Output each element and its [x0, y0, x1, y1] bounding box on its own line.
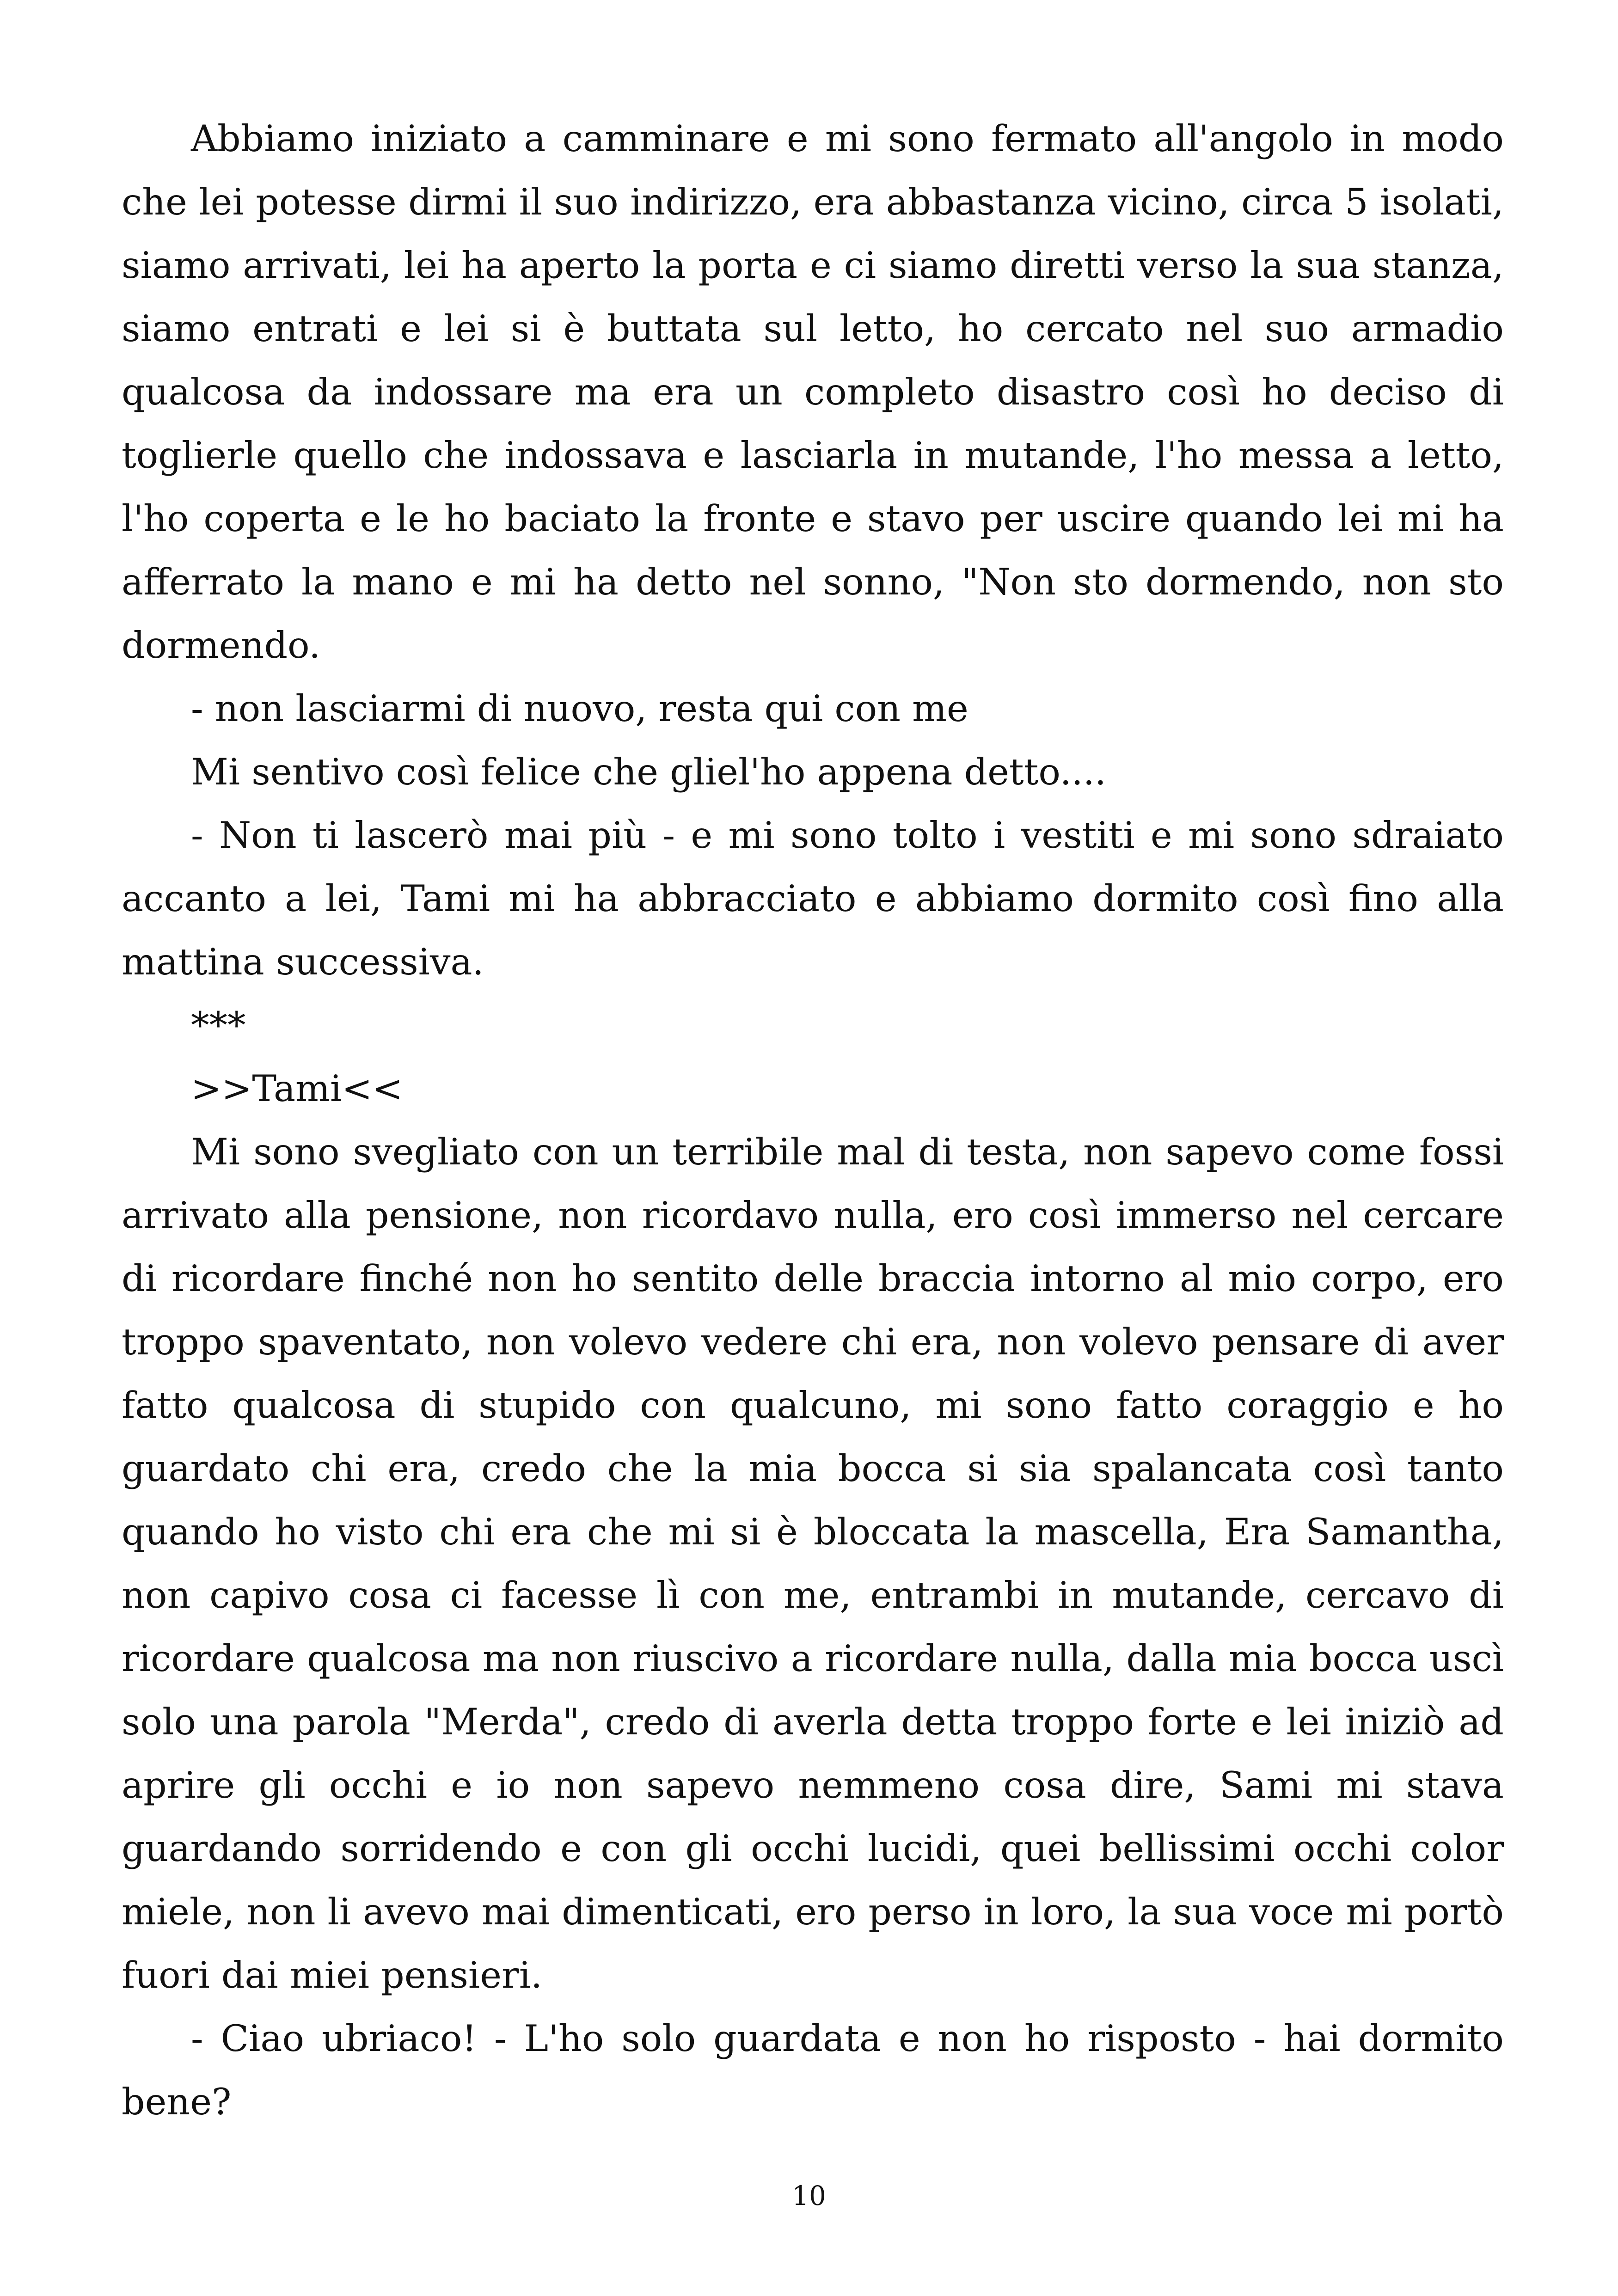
- page-number: 10: [792, 2180, 826, 2211]
- dialogue-dont-leave: - non lasciarmi di nuovo, resta qui con me: [191, 687, 968, 730]
- paragraph-waking-up: Mi sono svegliato con un terribile mal di testa, non sapevo come fossi arrivato alla pensione, non ricordavo nulla, ero così immerso nel cercare di ricordare finché non ho sentito delle braccia intorno al mio corpo, ero troppo spaventato, non volevo vedere chi era, non volevo pensare di aver fatto qualcosa di stupido con qualcuno, mi sono fatto coraggio e ho guardato chi era, credo che la mia bocca si sia spalancata così tanto quando ho visto chi era che mi si è bloccata la mascella, Era Samantha, non capivo cosa ci facesse lì con me, entrambi in mutande, cercavo di ricordare qualcosa ma non riuscivo a ricordare nulla, dalla mia bocca uscì solo una parola "Merda", credo di averla detta troppo forte e lei iniziò ad aprire gli occhi e io non sapevo nemmeno cosa dire, Sami mi stava guardando sorridendo e con gli occhi lucidi, quei bellissimi occhi color miele, non li avevo mai dimenticati, ero perso in loro, la sua voce mi portò fuori dai miei pensieri.: [122, 1131, 1504, 1996]
- chapter-heading-tami: >>Tami<<: [191, 1067, 403, 1110]
- paragraph-felt-happy: Mi sentivo così felice che gliel'ho appena detto....: [191, 751, 1107, 793]
- section-break: ***: [191, 1004, 246, 1047]
- dialogue-never-leave: - Non ti lascerò mai più - e mi sono tolto i vestiti e mi sono sdraiato accanto a lei, Tami mi ha abbracciato e abbiamo dormito così fino alla mattina successiva.: [122, 814, 1504, 983]
- page-body: [122, 107, 1504, 2134]
- dialogue-ciao-ubriaco: - Ciao ubriaco! - L'ho solo guardata e non ho risposto - hai dormito bene?: [122, 2017, 1504, 2123]
- paragraph-arrival: Abbiamo iniziato a camminare e mi sono fermato all'angolo in modo che lei potesse dirmi il suo indirizzo, era abbastanza vicino, circa 5 isolati, siamo arrivati, lei ha aperto la porta e ci siamo diretti verso la sua stanza, siamo entrati e lei si è buttata sul letto, ho cercato nel suo armadio qualcosa da indossare ma era un completo disastro così ho deciso di toglierle quello che indossava e lasciarla in mutande, l'ho messa a letto, l'ho coperta e le ho baciato la fronte e stavo per uscire quando lei mi ha afferrato la mano e mi ha detto nel sonno, "Non sto dormendo, non sto dormendo.: [122, 117, 1504, 667]
